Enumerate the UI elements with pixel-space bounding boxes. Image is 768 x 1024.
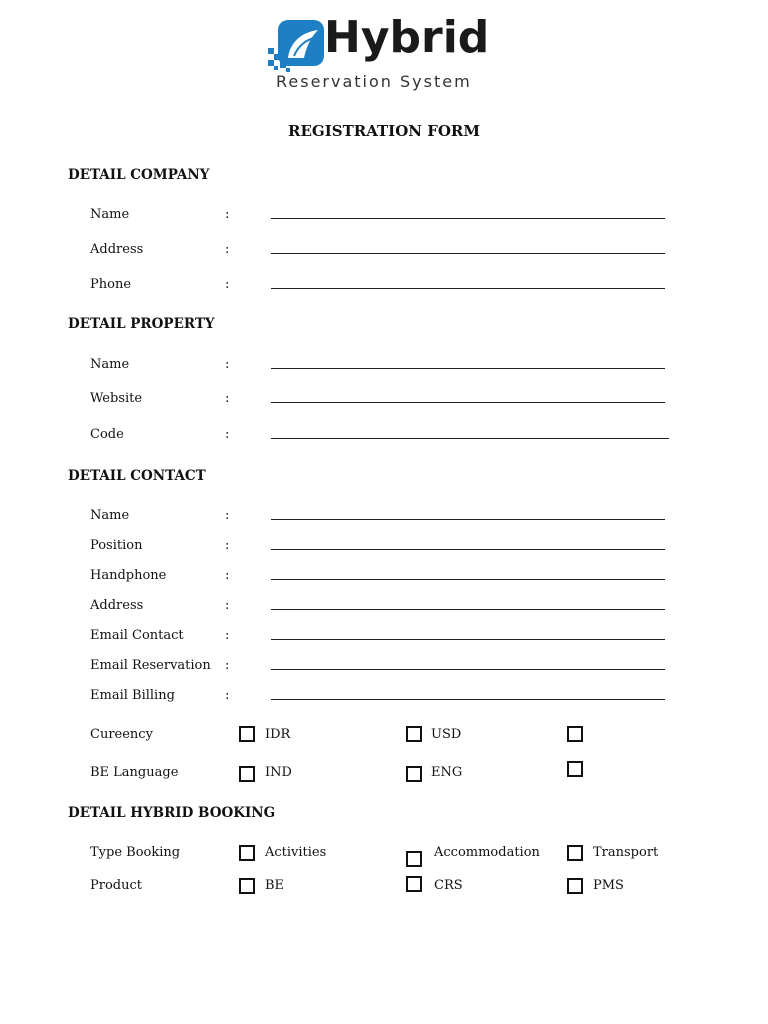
type-activities-label: Activities [265, 845, 327, 860]
colon: : [225, 357, 230, 372]
company-address-field[interactable] [271, 253, 665, 254]
colon: : [225, 568, 230, 583]
product-label: Product [90, 878, 142, 893]
section-company-heading: DETAIL COMPANY [68, 167, 210, 183]
type-transport-label: Transport [593, 845, 659, 860]
hybrid-logo [266, 12, 490, 96]
property-website-label: Website [90, 391, 143, 406]
colon: : [225, 277, 230, 292]
product-pms-label: PMS [593, 878, 624, 893]
language-eng-checkbox[interactable] [406, 766, 422, 782]
section-booking-heading: DETAIL HYBRID BOOKING [68, 805, 276, 821]
product-crs-label: CRS [434, 878, 463, 893]
company-address-label: Address [90, 242, 144, 257]
currency-idr-label: IDR [265, 727, 291, 742]
language-ind-label: IND [265, 765, 292, 780]
contact-handphone-label: Handphone [90, 568, 167, 583]
form-title: REGISTRATION FORM [288, 122, 480, 140]
colon: : [225, 242, 230, 257]
colon: : [225, 658, 230, 673]
logo-tagline: Reservation System [276, 72, 472, 91]
currency-usd-label: USD [431, 727, 462, 742]
hybrid-logo-icon [266, 18, 328, 80]
colon: : [225, 508, 230, 523]
company-phone-label: Phone [90, 277, 132, 292]
property-website-field[interactable] [271, 402, 665, 403]
contact-handphone-field[interactable] [271, 579, 665, 580]
contact-email-contact-label: Email Contact [90, 628, 184, 643]
property-name-field[interactable] [271, 368, 665, 369]
contact-address-label: Address [90, 598, 144, 613]
type-accommodation-label: Accommodation [434, 845, 540, 860]
type-accommodation-checkbox[interactable] [406, 851, 422, 867]
colon: : [225, 427, 230, 442]
contact-name-field[interactable] [271, 519, 665, 520]
company-name-field[interactable] [271, 218, 665, 219]
type-booking-label: Type Booking [90, 845, 181, 860]
language-eng-label: ENG [431, 765, 463, 780]
currency-usd-checkbox[interactable] [406, 726, 422, 742]
colon: : [225, 628, 230, 643]
be-language-label: BE Language [90, 765, 179, 780]
logo-wordmark: Hybrid [324, 12, 490, 63]
product-pms-checkbox[interactable] [567, 878, 583, 894]
property-code-label: Code [90, 427, 124, 442]
colon: : [225, 207, 230, 222]
product-crs-checkbox[interactable] [406, 876, 422, 892]
product-be-label: BE [265, 878, 285, 893]
language-ind-checkbox[interactable] [239, 766, 255, 782]
contact-position-field[interactable] [271, 549, 665, 550]
product-be-checkbox[interactable] [239, 878, 255, 894]
contact-name-label: Name [90, 508, 130, 523]
colon: : [225, 391, 230, 406]
section-contact-heading: DETAIL CONTACT [68, 468, 206, 484]
contact-address-field[interactable] [271, 609, 665, 610]
contact-email-reservation-field[interactable] [271, 669, 665, 670]
currency-other-checkbox[interactable] [567, 726, 583, 742]
contact-email-reservation-label: Email Reservation [90, 658, 211, 673]
contact-email-contact-field[interactable] [271, 639, 665, 640]
property-name-label: Name [90, 357, 130, 372]
colon: : [225, 688, 230, 703]
type-activities-checkbox[interactable] [239, 845, 255, 861]
contact-email-billing-field[interactable] [271, 699, 665, 700]
colon: : [225, 598, 230, 613]
type-transport-checkbox[interactable] [567, 845, 583, 861]
currency-idr-checkbox[interactable] [239, 726, 255, 742]
property-code-field[interactable] [271, 438, 669, 439]
contact-position-label: Position [90, 538, 143, 553]
company-name-label: Name [90, 207, 130, 222]
colon: : [225, 538, 230, 553]
language-other-checkbox[interactable] [567, 761, 583, 777]
contact-email-billing-label: Email Billing [90, 688, 175, 703]
currency-label: Cureency [90, 727, 153, 742]
company-phone-field[interactable] [271, 288, 665, 289]
section-property-heading: DETAIL PROPERTY [68, 316, 215, 332]
